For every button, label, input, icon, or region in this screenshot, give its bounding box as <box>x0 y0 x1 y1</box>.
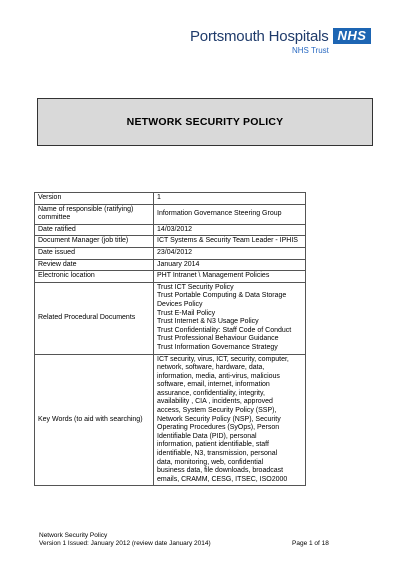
review-date-label: Review date <box>35 259 154 271</box>
review-date-value: January 2014 <box>154 259 306 271</box>
procedural-list <box>154 282 306 354</box>
date-issued-value: 23/04/2012 <box>154 247 306 259</box>
keywords-line: software, email, internet, information <box>157 381 270 389</box>
document-info-table <box>34 192 306 486</box>
footer-version: Version 1 Issued: January 2012 (review date January 2014) <box>39 540 211 547</box>
procedural-label: Related Procedural Documents <box>35 282 154 354</box>
page-number: Page 1 of 18 <box>292 540 329 547</box>
keywords-line: business data, file downloads, broadcast <box>157 467 284 475</box>
keywords-line: information, media, anti-virus, malicious <box>157 372 280 380</box>
date-ratified-value: 14/03/2012 <box>154 224 306 236</box>
table-row <box>35 282 306 354</box>
table-row <box>35 259 306 271</box>
document-title: NETWORK SECURITY POLICY <box>126 116 284 128</box>
keywords-line: information, patient identifiable, staff <box>157 441 269 449</box>
keywords-line: Identifiable Data (PID), personal <box>157 432 257 440</box>
location-value: PHT Intranet \ Management Policies <box>154 271 306 283</box>
list-item: Trust Information Governance Strategy <box>157 343 278 351</box>
date-issued-label: Date issued <box>35 247 154 259</box>
table-row <box>35 354 306 486</box>
responsible-label: Name of responsible (ratifying) committee <box>35 204 154 224</box>
table-row <box>35 236 306 248</box>
footer-left <box>39 532 211 548</box>
keywords-line: availability , CIA , incidents, approved <box>157 398 273 406</box>
document-title-box <box>37 98 373 146</box>
trust-logo <box>190 26 380 62</box>
date-ratified-label: Date ratified <box>35 224 154 236</box>
keywords-line: access, System Security Policy (SSP), <box>157 407 277 415</box>
table-row <box>35 271 306 283</box>
footer-title: Network Security Policy <box>39 532 108 539</box>
location-label: Electronic location <box>35 271 154 283</box>
list-item: Trust Professional Behaviour Guidance <box>157 335 279 343</box>
nhs-badge: NHS <box>333 28 371 44</box>
keywords-line: emails, CRAMM, CESG, ITSEC, ISO2000 <box>157 475 288 483</box>
table-row <box>35 247 306 259</box>
responsible-value: Information Governance Steering Group <box>154 204 306 224</box>
list-item: Trust Portable Computing & Data Storage Devices Policy <box>157 292 287 308</box>
trust-name: NHS Trust <box>292 46 329 55</box>
table-row <box>35 193 306 205</box>
list-item: Trust E-Mail Policy <box>157 309 216 317</box>
keywords-line: ICT security, virus, ICT, security, computer, <box>157 355 289 363</box>
manager-label: Document Manager (job title) <box>35 236 154 248</box>
keywords-line: Operating Procedures (SyOps), Person <box>157 424 280 432</box>
keywords-line: identifiable, N3, transmission, personal <box>157 450 278 458</box>
list-item: Trust Internet & N3 Usage Policy <box>157 318 259 326</box>
keywords-label: Key Words (to aid with searching) <box>35 354 154 486</box>
keywords-value <box>154 354 306 486</box>
version-value: 1 <box>154 193 306 205</box>
list-item: Trust Confidentiality: Staff Code of Conduct <box>157 326 292 334</box>
version-label: Version <box>35 193 154 205</box>
org-name: Portsmouth Hospitals <box>190 28 329 45</box>
keywords-line: assurance, confidentiality, integrity, <box>157 389 265 397</box>
keywords-line: network, software, hardware, data, <box>157 364 265 372</box>
keywords-line: data, monitoring, web, confidential <box>157 458 264 466</box>
table-row <box>35 224 306 236</box>
list-item: Trust ICT Security Policy <box>157 283 234 291</box>
table-row <box>35 204 306 224</box>
manager-value: ICT Systems & Security Team Leader - IPHIS <box>154 236 306 248</box>
keywords-line: Network Security Policy (NSP), Security <box>157 415 281 423</box>
